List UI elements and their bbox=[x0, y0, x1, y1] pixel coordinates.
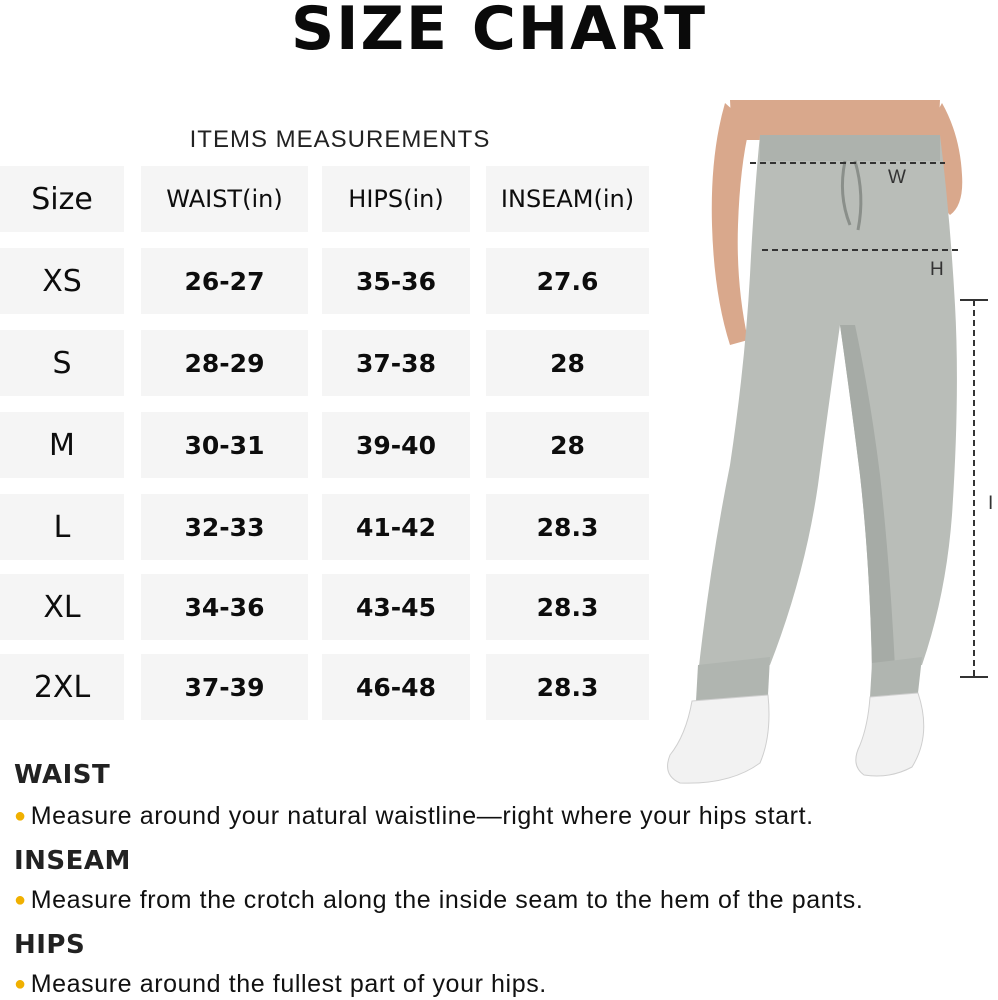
cell-size: S bbox=[0, 330, 124, 396]
waist-label: W bbox=[888, 167, 906, 188]
cell-inseam: 28.3 bbox=[486, 654, 649, 720]
cell-size: L bbox=[0, 494, 124, 560]
header-inseam: INSEAM(in) bbox=[486, 166, 649, 232]
note-text-inseam bbox=[14, 886, 863, 915]
cell-inseam: 28.3 bbox=[486, 494, 649, 560]
note-heading-waist: WAIST bbox=[14, 760, 111, 790]
bullet-icon: ● bbox=[14, 805, 27, 827]
cell-size: XS bbox=[0, 248, 124, 314]
cell-hips: 35-36 bbox=[322, 248, 470, 314]
note-text-waist-value: Measure around your natural waistline—right where your hips start. bbox=[30, 802, 814, 830]
cell-waist: 34-36 bbox=[141, 574, 308, 640]
note-heading-inseam: INSEAM bbox=[14, 846, 131, 876]
left-shoe bbox=[668, 695, 769, 783]
cell-waist: 37-39 bbox=[141, 654, 308, 720]
inseam-label: I bbox=[988, 493, 994, 514]
right-shoe bbox=[856, 693, 924, 776]
pants-illustration bbox=[650, 95, 998, 795]
note-heading-hips: HIPS bbox=[14, 930, 86, 960]
cell-size: 2XL bbox=[0, 654, 124, 720]
cell-waist: 26-27 bbox=[141, 248, 308, 314]
header-waist: WAIST(in) bbox=[141, 166, 308, 232]
cell-waist: 30-31 bbox=[141, 412, 308, 478]
cell-inseam: 28 bbox=[486, 330, 649, 396]
cell-hips: 43-45 bbox=[322, 574, 470, 640]
bullet-icon: ● bbox=[14, 973, 27, 995]
cell-hips: 37-38 bbox=[322, 330, 470, 396]
left-arm bbox=[712, 103, 750, 345]
header-size: Size bbox=[0, 166, 124, 232]
page-title: SIZE CHART bbox=[290, 0, 708, 64]
note-text-waist bbox=[14, 802, 814, 831]
note-text-inseam-value: Measure from the crotch along the inside seam to the hem of the pants. bbox=[30, 886, 864, 914]
cell-inseam: 28 bbox=[486, 412, 649, 478]
pants-model-figure bbox=[650, 95, 998, 795]
table-subtitle: ITEMS MEASUREMENTS bbox=[189, 126, 491, 153]
note-text-hips-value: Measure around the fullest part of your hips. bbox=[30, 970, 547, 998]
cell-waist: 32-33 bbox=[141, 494, 308, 560]
bullet-icon: ● bbox=[14, 889, 27, 911]
note-text-hips bbox=[14, 970, 547, 999]
cell-hips: 46-48 bbox=[322, 654, 470, 720]
right-cuff bbox=[870, 657, 922, 697]
cell-size: XL bbox=[0, 574, 124, 640]
waistband bbox=[760, 135, 940, 161]
cell-inseam: 27.6 bbox=[486, 248, 649, 314]
cell-size: M bbox=[0, 412, 124, 478]
header-hips: HIPS(in) bbox=[322, 166, 470, 232]
cell-hips: 41-42 bbox=[322, 494, 470, 560]
cell-hips: 39-40 bbox=[322, 412, 470, 478]
cell-waist: 28-29 bbox=[141, 330, 308, 396]
torso-skin bbox=[730, 100, 940, 140]
cell-inseam: 28.3 bbox=[486, 574, 649, 640]
hips-label: H bbox=[930, 259, 944, 280]
